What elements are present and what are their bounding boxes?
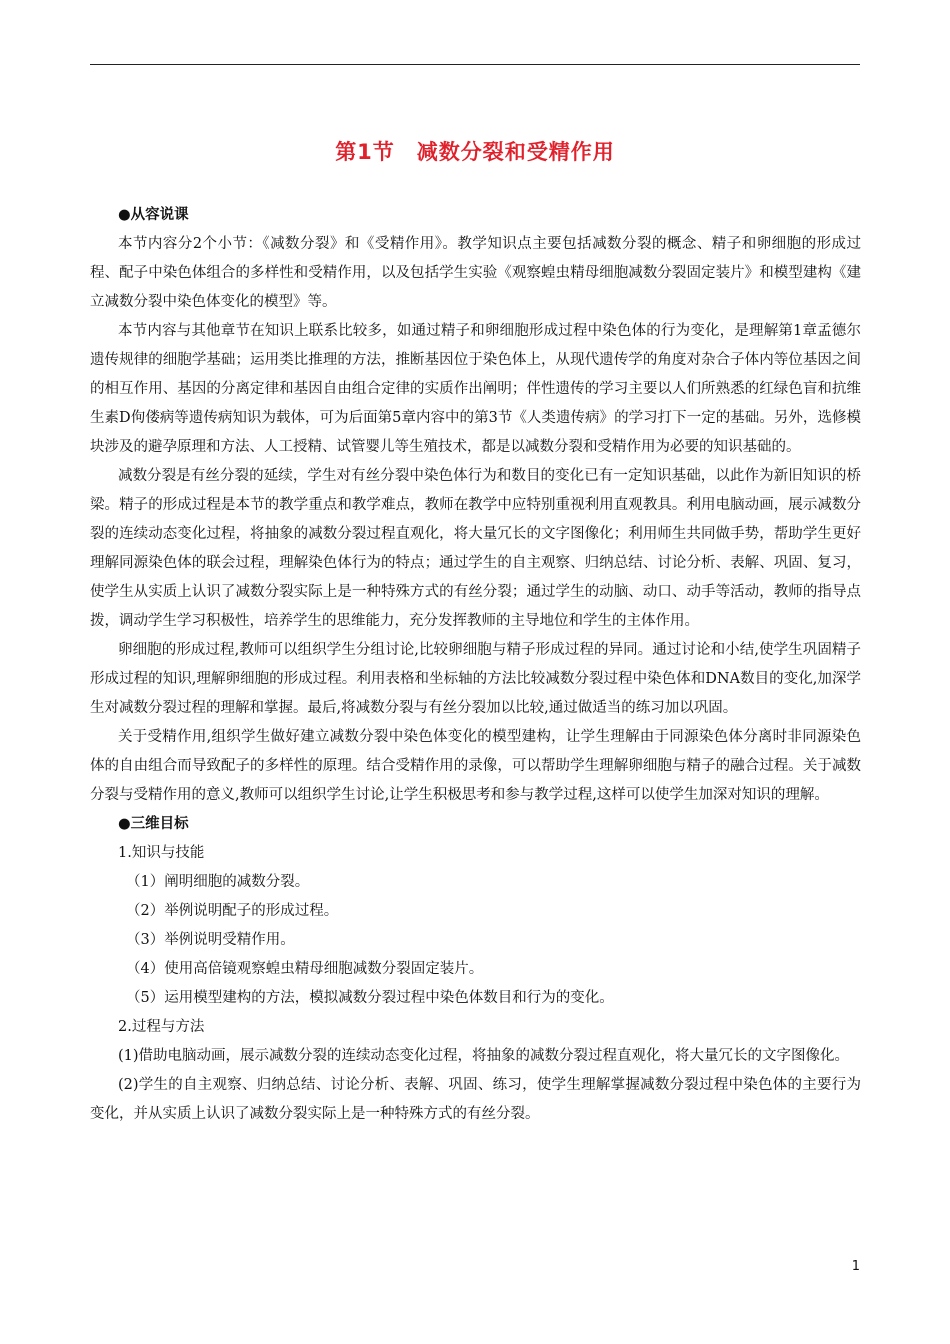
goal-subheading-process: 2.过程与方法 [118,1019,205,1035]
knowledge-item: （2）举例说明配子的形成过程。 [126,903,339,919]
section-heading-overview: ●从容说课 [118,207,189,223]
knowledge-item: （1）阐明细胞的减数分裂。 [126,874,310,890]
process-item: (2)学生的自主观察、归纳总结、讨论分析、表解、巩固、练习，使学生理解掌握减数分裂过程中染色体的主要行为变化，并从实质上认识了减数分裂实际上是一种特殊方式的有丝分裂。 [90,1077,861,1122]
knowledge-item: （5）运用模型建构的方法，模拟减数分裂过程中染色体数目和行为的变化。 [126,990,614,1006]
knowledge-item: （4）使用高倍镜观察蝗虫精母细胞减数分裂固定装片。 [126,961,484,977]
header-rule [90,64,860,65]
overview-paragraph: 关于受精作用,组织学生做好建立减数分裂中染色体变化的模型建构，让学生理解由于同源染色体分离时非同源染色体的自由组合而导致配子的多样性的原理。结合受精作用的录像，可以帮助学生理解卵细胞与精子的融合过程。关于减数分裂与受精作用的意义,教师可以组织学生讨论,让学生积极思考和参与教学过程,这样可以使学生加深对知识的理解。 [90,729,861,803]
goal-subheading-knowledge: 1.知识与技能 [118,845,205,861]
knowledge-item: （3）举例说明受精作用。 [126,932,295,948]
section-heading-goals: ●三维目标 [118,816,189,832]
overview-paragraph: 本节内容与其他章节在知识上联系比较多，如通过精子和卵细胞形成过程中染色体的行为变化，是理解第1章孟德尔遗传规律的细胞学基础；运用类比推理的方法，推断基因位于染色体上，从现代遗传学的角度对杂合子体内等位基因之间的相互作用、基因的分离定律和基因自由组合定律的实质作出阐明；伴性遗传的学习主要以人们所熟悉的红绿色盲和抗维生素D佝偻病等遗传病知识为载体，可为后面第5章内容中的第3节《人类遗传病》的学习打下一定的基础。另外，选修模块涉及的避孕原理和方法、人工授精、试管婴儿等生殖技术，都是以减数分裂和受精作用为必要的知识基础的。 [90,323,861,455]
page-number: 1 [851,1259,860,1274]
process-item: (1)借助电脑动画，展示减数分裂的连续动态变化过程，将抽象的减数分裂过程直观化，将大量冗长的文字图像化。 [118,1048,850,1064]
overview-paragraph: 减数分裂是有丝分裂的延续，学生对有丝分裂中染色体行为和数目的变化已有一定知识基础，以此作为新旧知识的桥梁。精子的形成过程是本节的教学重点和教学难点，教师在教学中应特别重视利用直观教具。利用电脑动画，展示减数分裂的连续动态变化过程，将抽象的减数分裂过程直观化，将大量冗长的文字图像化；利用师生共同做手势，帮助学生更好理解同源染色体的联会过程，理解染色体行为的特点；通过学生的自主观察、归纳总结、讨论分析、表解、巩固、复习，使学生从实质上认识了减数分裂实际上是一种特殊方式的有丝分裂；通过学生的动脑、动口、动手等活动，教师的指导点拨，调动学生学习积极性，培养学生的思维能力，充分发挥教师的主导地位和学生的主体作用。 [90,468,861,629]
document-body [90,201,861,1129]
overview-paragraph: 本节内容分2个小节：《减数分裂》和《受精作用》。教学知识点主要包括减数分裂的概念、精子和卵细胞的形成过程、配子中染色体组合的多样性和受精作用，以及包括学生实验《观察蝗虫精母细胞减数分裂固定装片》和模型建构《建立减数分裂中染色体变化的模型》等。 [90,236,861,310]
overview-paragraph: 卵细胞的形成过程,教师可以组织学生分组讨论,比较卵细胞与精子形成过程的异同。通过讨论和小结,使学生巩固精子形成过程的知识,理解卵细胞的形成过程。利用表格和坐标轴的方法比较减数分裂过程中染色体和DNA数目的变化,加深学生对减数分裂过程的理解和掌握。最后,将减数分裂与有丝分裂加以比较,通过做适当的练习加以巩固。 [90,642,861,716]
page-title: 第1节 减数分裂和受精作用 [335,140,615,164]
